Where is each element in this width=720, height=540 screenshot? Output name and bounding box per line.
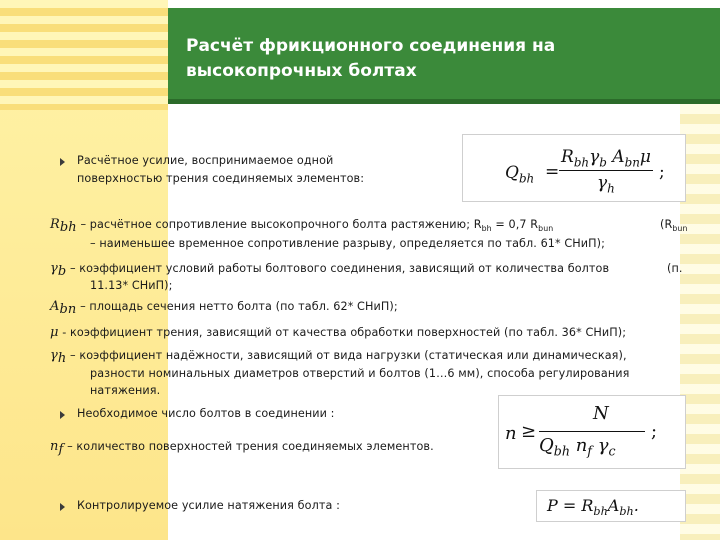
def-mu: μ - коэффициент трения, зависящий от качества обработки поверхностей (по табл. 36* СНиП); xyxy=(50,325,627,340)
formula-q-denominator: $\gamma_h$ xyxy=(597,173,615,196)
bullet1-line1: Расчётное усилие, воспринимаемое одной xyxy=(77,154,334,167)
def-gamma-b: $\gamma_b$ – коэффициент условий работы болтового соединения, зависящий от количества болтов xyxy=(50,261,610,280)
bullet1-line2: поверхностью трения соединяемых элементов: xyxy=(77,172,365,185)
formula-n-denominator: $Q_{bh}$ $n_f$ $\gamma_c$ xyxy=(539,435,616,459)
title-line-2: высокопрочных болтах xyxy=(186,61,417,81)
formula-n-box xyxy=(498,395,686,469)
def-gamma-h-line3: натяжения. xyxy=(90,384,161,397)
formula-p: $P = R_{bh}A_{bh}$. xyxy=(547,496,639,519)
formula-n-ge: ≥ xyxy=(521,421,537,442)
bullet-arrow-icon xyxy=(60,158,65,166)
bullet-arrow-icon xyxy=(60,503,65,511)
def-gamma-b-line2: 11.13* СНиП); xyxy=(90,279,173,292)
def-abn: $A_{bn}$ – площадь сечения нетто болта (по табл. 62* СНиП); xyxy=(50,299,398,318)
def-nf: $n_f$ – количество поверхностей трения соединяемых элементов. xyxy=(50,439,434,458)
formula-q-fraction-bar xyxy=(559,170,653,171)
formula-q-eq: = xyxy=(545,162,560,182)
def-gamma-h-line2: разности номинальных диаметров отверстий и болтов (1…6 мм), способа регулирования xyxy=(90,367,630,380)
formula-n-tail: ; xyxy=(651,421,658,442)
formula-n-fraction-bar xyxy=(539,431,645,432)
def-rbun-line2: – наименьшее временное сопротивление разрыву, определяется по табл. 61* СНиП); xyxy=(90,237,606,250)
title-line-1: Расчёт фрикционного соединения на xyxy=(186,36,556,56)
formula-q-box xyxy=(462,134,686,202)
bullet2-text: Необходимое число болтов в соединении : xyxy=(77,407,335,420)
slide-title xyxy=(186,34,555,84)
bullet-arrow-icon xyxy=(60,411,65,419)
formula-q-lhs: $Q_{bh}$ xyxy=(505,163,535,186)
def-gamma-b-ref: (п. xyxy=(667,262,683,275)
def-gamma-h: $\gamma_h$ – коэффициент надёжности, зависящий от вида нагрузки (статическая или динамическая), xyxy=(50,348,627,367)
formula-n-numerator: N xyxy=(593,403,609,424)
formula-p-box xyxy=(536,490,686,522)
def-rbun-label: ($R_{bun}$ xyxy=(660,218,688,234)
bullet3-text: Контролируемое усилие натяжения болта : xyxy=(77,499,340,512)
formula-n-lhs: n xyxy=(505,423,517,444)
slide-body xyxy=(0,104,720,540)
formula-q-numerator: $R_{bh}\gamma_b$ $A_{bn}\mu$ xyxy=(561,147,651,170)
formula-q-tail: ; xyxy=(659,162,665,182)
left-decor-stripes xyxy=(0,0,168,110)
def-rbh: $R_{bh}$ – расчётное сопротивление высокопрочного болта растяжению; $R_{bh} = 0,7$ $R_{bun}$ xyxy=(50,217,554,236)
